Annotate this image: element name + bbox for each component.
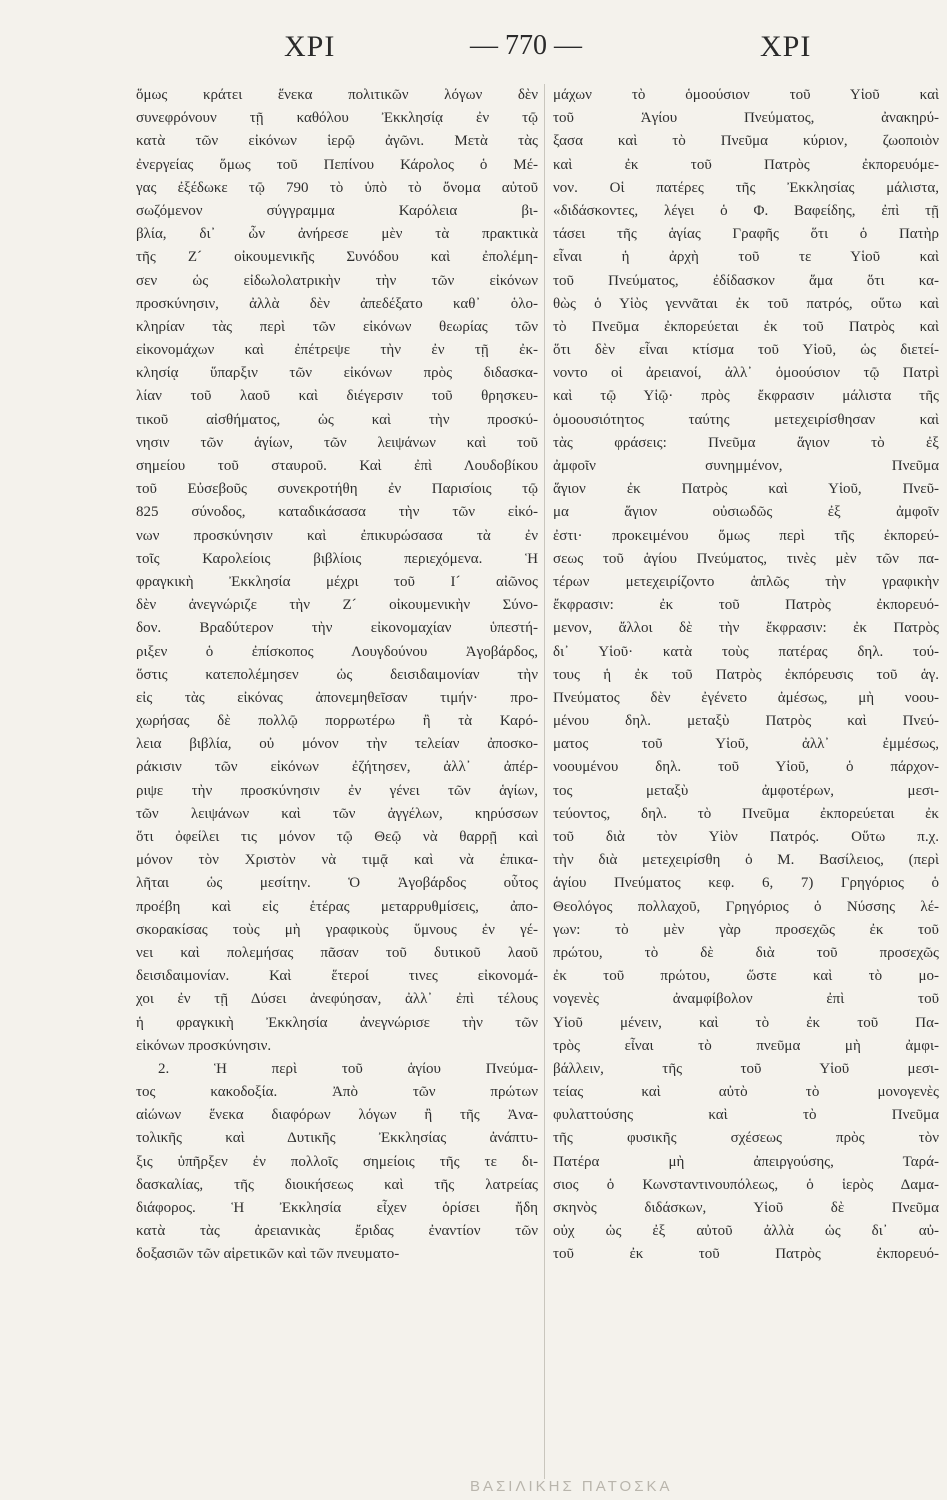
text-line: λίαν τοῦ λαοῦ καὶ διέγερσιν τοῦ θρησκευ- [136, 388, 538, 405]
text-line: Πνεύματος δὲν ἐγένετο ἀμέσως, μὴ νοου- [553, 689, 939, 706]
text-line: φραγκικὴ Ἐκκλησία μέχρι τοῦ Ι´ αἰῶνος [136, 573, 538, 590]
text-line: τῆς Ζ´ οἰκουμενικῆς Συνόδου καὶ ἐπολέμη- [136, 249, 538, 266]
text-line: ὅστις κατεπολέμησεν ὡς δεισιδαιμονίαν τὴν [136, 666, 538, 683]
running-head-right: ΧΡΙ [760, 30, 812, 63]
text-line: νησιν τῶν ἁγίων, τῶν λειψάνων καὶ τοῦ [136, 434, 538, 451]
text-line: οὐχ ὡς ἐξ αὐτοῦ ἀλλὰ ὡς δι᾽ αὐ- [553, 1223, 939, 1240]
text-line: τρὸς εἶναι τὸ πνεῦμα μὴ ἀμφι- [553, 1037, 939, 1054]
text-line: ριξεν ὁ ἐπίσκοπος Λουγδούνου Ἀγοβάρδος, [136, 643, 538, 660]
text-line: εἰκόνων προσκύνησιν. [136, 1037, 272, 1054]
text-line: ἐκ τοῦ πρώτου, ὥστε καὶ τὸ μο- [553, 968, 939, 985]
text-line: γων: τὸ μὲν γὰρ προσεχῶς ἐκ τοῦ [553, 921, 939, 938]
text-line: Πατέρα μὴ ἀπειργούσης, Ταρά- [553, 1153, 939, 1170]
text-line: σιος ὁ Κωνσταντινουπόλεως, ὁ ἱερὸς Δαμα- [553, 1176, 939, 1193]
right-text-column [553, 84, 939, 1479]
text-line: μενον, ἄλλοι δὲ τὴν ἔκφρασιν: ἐκ Πατρὸς [553, 620, 939, 637]
text-line: ξις ὑπῆρξεν ἐν πολλοῖς σημείοις τῆς τε δι- [136, 1153, 538, 1170]
text-line: εἰς τὰς εἰκόνας ἀπονεμηθεῖσαν τιμήν· προ- [136, 689, 538, 706]
text-line: νων προσκύνησιν καὶ ἐπικυρώσασα τὰ ἐν [136, 527, 538, 544]
page-header [0, 30, 947, 80]
text-line: τοῦ ἐκ τοῦ Πατρὸς ἐκπορευό- [553, 1246, 939, 1263]
text-line: Θεολόγος πολλαχοῦ, Γρηγόριος ὁ Νύσσης λέ- [553, 898, 939, 915]
text-line: χοι ἐν τῇ Δύσει ἀνεφύησαν, ἀλλ᾽ ἐπὶ τέλους [136, 991, 538, 1008]
text-line: 2. Ἡ περὶ τοῦ ἁγίου Πνεύμα- [158, 1060, 538, 1077]
text-line: σωζόμενον σύγγραμμα Καρόλεια βι- [136, 202, 538, 219]
text-line: ὅτι ὀφείλει τις μόνον τῷ Θεῷ νὰ θαρρῇ καὶ [136, 829, 538, 845]
text-line: τοῦ Εὐσεβοῦς συνεκροτήθη ἐν Παρισίοις τῷ [136, 481, 538, 498]
text-line: διάφορος. Ἡ Ἐκκλησία εἶχεν ὁρίσει ἤδη [136, 1200, 538, 1216]
text-line: κατὰ τὰς ἀρειανικὰς ἔριδας ἐναντίον τῶν [136, 1223, 538, 1240]
text-line: τοῦ Πνεύματος, ἐδίδασκον ἅμα ὅτι κα- [553, 272, 939, 289]
text-line: ξασα καὶ τὸ Πνεῦμα κύριον, ζωοποιὸν [553, 133, 939, 150]
text-line: 825 σύνοδος, καταδικάσασα τὴν τῶν εἰκό- [136, 504, 538, 521]
text-line: τος μεταξὺ ἀμφοτέρων, μεσι- [553, 782, 939, 799]
text-line: σεως τοῦ ἁγίου Πνεύματος, τινὲς μὲν τῶν πα- [553, 550, 939, 567]
text-line: γας ἐξέδωκε τῷ 790 τὸ ὑπὸ τὸ ὄνομα αὐτοῦ [136, 179, 538, 196]
text-line: ὁμοουσιότητος ταύτης μετεχειρίσθησαν καὶ [553, 411, 939, 428]
text-line: σεν ὡς εἰδωλολατρικὴν τὴν τῶν εἰκόνων [136, 272, 538, 289]
text-line: ὅτι δὲν εἶναι κτίσμα τοῦ Υἱοῦ, ὡς διετεί- [553, 342, 939, 359]
text-line: τοῦ διὰ τὸν Υἱὸν Πατρός. Οὕτω π.χ. [553, 829, 939, 845]
text-line: νογενὲς ἀναμφίβολον ἐπὶ τοῦ [553, 991, 939, 1008]
text-line: τος κακοδοξία. Ἀπὸ τῶν πρώτων [136, 1084, 538, 1101]
text-line: «διδάσκοντες, λέγει ὁ Φ. Βαφείδης, ἐπὶ τῇ [553, 202, 939, 219]
text-line: ὅμως κράτει ἕνεκα πολιτικῶν λόγων δὲν [136, 87, 538, 103]
text-line: Υἱοῦ μένειν, καὶ τὸ ἐκ τοῦ Πα- [553, 1014, 939, 1031]
text-line: δεισιδαιμονίαν. Καὶ ἕτεροί τινες εἰκονομά- [136, 968, 538, 985]
text-line: ἀμφοῖν συνημμένον, Πνεῦμα [553, 458, 939, 474]
text-line: ἐνεργείας ὅμως τοῦ Πεπίνου Κάρολος ὁ Μέ- [136, 156, 538, 173]
text-line: φυλαττούσης καὶ τὸ Πνεῦμα [553, 1107, 939, 1124]
text-line: θὼς ὁ Υἱὸς γεννᾶται ἐκ τοῦ πατρός, οὕτω καὶ [553, 295, 939, 312]
text-line: προσκύνησιν, ἀλλὰ δὲν ἀπεδέξατο καθ᾽ ὁλο- [136, 295, 538, 312]
text-line: προέβη καὶ εἰς ἑτέρας μεταρρυθμίσεις, ἀπο- [136, 898, 538, 915]
text-line: δὲν ἀνεγνώριζε τὴν Ζ´ οἰκουμενικὴν Σύνο- [136, 597, 538, 614]
text-line: ἁγίου Πνεύματος κεφ. 6, 7) Γρηγόριος ὁ [553, 875, 939, 892]
column-divider [544, 84, 545, 1479]
text-line: νει καὶ πολεμήσας πᾶσαν τοῦ δυτικοῦ λαοῦ [136, 944, 538, 961]
text-line: πρώτου, τὸ δὲ διὰ τοῦ προσεχῶς [553, 944, 939, 961]
text-line: τοῖς Καρολείοις βιβλίοις περιεχόμενα. Ἡ [136, 550, 538, 567]
text-line: τεύοντος, δηλ. τὸ Πνεῦμα ἐκπορεύεται ἐκ [553, 805, 939, 822]
text-line: βλία, δι᾽ ὧν ἀνήρεσε μὲν τὰ πρακτικὰ [136, 226, 538, 243]
text-line: νον. Οἱ πατέρες τῆς Ἐκκλησίας μάλιστα, [553, 179, 939, 196]
text-line: τολικῆς καὶ Δυτικῆς Ἐκκλησίας ἀνάπτυ- [136, 1130, 538, 1147]
text-line: μόνον τὸν Χριστὸν νὰ τιμᾷ καὶ νὰ ἐπικα- [136, 852, 538, 869]
text-line: τοῦ Ἁγίου Πνεύματος, ἀνακηρύ- [553, 110, 939, 127]
text-line: ματος τοῦ Υἱοῦ, ἀλλ᾽ ἐμμέσως, [553, 736, 939, 753]
text-line: δον. Βραδύτερον τὴν εἰκονομαχίαν ὑπεστή- [136, 620, 538, 637]
text-line: σκηνὸς διδάσκων, Υἱοῦ δὲ Πνεῦμα [553, 1200, 939, 1216]
text-line: κατὰ τῶν εἰκόνων ἱερῷ ἀγῶνι. Μετὰ τὰς [136, 133, 538, 150]
text-line: λεια βιβλία, οὐ μόνον τὴν τελείαν ἀποσκο- [136, 736, 538, 753]
text-line: κλησίᾳ ὕπαρξιν τῶν εἰκόνων πρὸς διδασκα- [136, 365, 538, 382]
text-line: ἅγιον ἐκ Πατρὸς καὶ Υἱοῦ, Πνεῦ- [553, 481, 939, 498]
text-line: σκορακίσας τοὺς μὴ γραφικοὺς ὕμνους ἐν γέ- [136, 921, 538, 938]
text-line: τικοῦ αἰσθήματος, ὡς καὶ τὴν προσκύ- [136, 411, 538, 428]
text-line: τείας καὶ αὐτὸ τὸ μονογενὲς [553, 1084, 939, 1101]
text-line: χωρήσας δὲ πολλῷ πορρωτέρω ἢ τὰ Καρό- [136, 713, 538, 730]
text-line: τῶν λειψάνων καὶ τῶν ἀγγέλων, κηρύσσων [136, 805, 538, 822]
page-number: — 770 — [470, 30, 582, 61]
text-line: σημείου τοῦ σταυροῦ. Καὶ ἐπὶ Λουδοβίκου [136, 458, 538, 474]
running-head-left: ΧΡΙ [284, 30, 336, 63]
text-line: καὶ τῷ Υἱῷ· πρὸς ἔκφρασιν μάλιστα τῆς [553, 388, 939, 405]
text-line: μα ἅγιον οὐσιωδῶς ἐξ ἀμφοῖν [553, 504, 939, 521]
text-line: νοουμένου δηλ. τοῦ Υἱοῦ, ὁ πάρχον- [553, 759, 939, 776]
text-line: εἶναι ἡ ἀρχὴ τοῦ τε Υἱοῦ καὶ [553, 249, 939, 266]
text-line: μένου δηλ. μεταξὺ Πατρὸς καὶ Πνεύ- [553, 713, 939, 730]
text-line: εἰκονομάχων καὶ ἐπέτρεψε τὴν ἐν τῇ ἐκ- [136, 342, 538, 359]
text-line: ράκισιν τῶν εἰκόνων ἐζήτησεν, ἀλλ᾽ ἀπέρ- [136, 759, 538, 776]
left-text-column [136, 84, 538, 1479]
library-stamp: ΒΑΣΙΛΙΚΗΣ ΠΑΤΟΣΚΑ [470, 1478, 673, 1495]
text-line: δασκαλίας, τῆς διοικήσεως καὶ τῆς λατρείας [136, 1176, 538, 1193]
text-line: δι᾽ Υἱοῦ· κατὰ τοὺς πατέρας δηλ. τού- [553, 643, 939, 660]
text-line: τῆς φυσικῆς σχέσεως πρὸς τὸν [553, 1130, 939, 1147]
text-line: τὴν διὰ μετεχειρίσθη ὁ Μ. Βασίλειος, (περὶ [553, 852, 939, 869]
text-line: μάχων τὸ ὁμοούσιον τοῦ Υἱοῦ καὶ [553, 87, 939, 103]
text-line: καὶ ἐκ τοῦ Πατρὸς ἐκπορευόμε- [553, 156, 939, 173]
text-line: λῆται ὡς μεσίτην. Ὁ Ἀγοβάρδος οὗτος [136, 875, 538, 892]
text-line: δοξασιῶν τῶν αἱρετικῶν καὶ τῶν πνευματο- [136, 1246, 400, 1263]
text-line: τέρων μετεχειρίζοντο ἁπλῶς τὴν γραφικὴν [553, 573, 939, 590]
text-line: ἡ φραγκικὴ Ἐκκλησία ἀνεγνώρισε τὴν τῶν [136, 1014, 538, 1031]
text-line: ριψε τὴν προσκύνησιν ἐν γένει τῶν ἁγίων, [136, 782, 538, 799]
text-line: τους ἡ ἐκ τοῦ Πατρὸς ἐκπόρευσις τοῦ ἁγ. [553, 666, 939, 683]
text-line: ἐστι· προκειμένου ὅμως περὶ τῆς ἐκπορεύ- [553, 527, 939, 544]
text-line: ἔκφρασιν: ἐκ τοῦ Πατρὸς ἐκπορευό- [553, 597, 939, 614]
text-line: βάλλειν, τῆς τοῦ Υἱοῦ μεσι- [553, 1060, 939, 1077]
text-line: κληρίαν τὰς περὶ τῶν εἰκόνων θεωρίας τῶν [136, 318, 538, 335]
text-line: τὰς φράσεις: Πνεῦμα ἅγιον τὸ ἐξ [553, 434, 939, 451]
text-line: συνεφρόνουν τῇ καθόλου Ἐκκλησίᾳ ἐν τῷ [136, 110, 538, 127]
text-line: τὸ Πνεῦμα ἐκπορεύεται ἐκ τοῦ Πατρὸς καὶ [553, 318, 939, 335]
text-line: τάσει τῆς ἁγίας Γραφῆς ὅτι ὁ Πατὴρ [553, 226, 939, 243]
text-line: νοντο οἱ ἀρειανοί, ἀλλ᾽ ὁμοούσιον τῷ Πατρὶ [553, 365, 939, 382]
text-line: αἰώνων ἕνεκα διαφόρων λόγων ἢ τῆς Ἀνα- [136, 1107, 538, 1124]
